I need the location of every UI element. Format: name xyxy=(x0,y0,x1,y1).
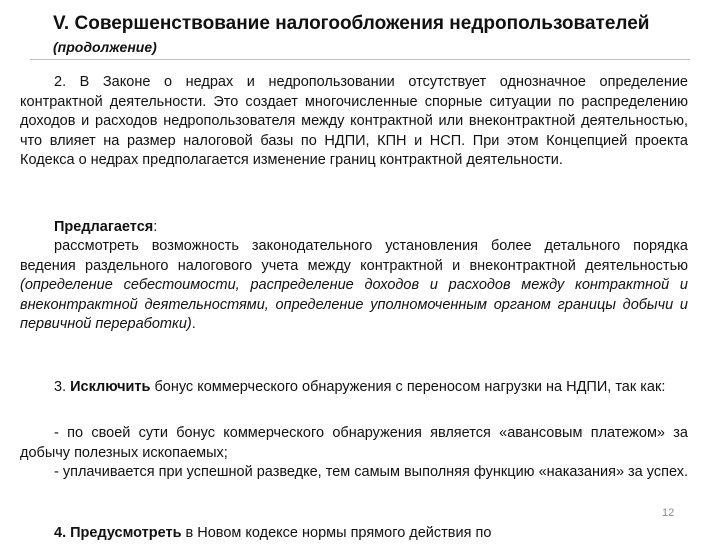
paragraph-point-3 xyxy=(20,378,688,398)
proposal-heading-colon: : xyxy=(153,219,158,235)
paragraph-proposal-heading xyxy=(54,218,688,238)
proposal-text-main: рассмотреть возможность законодательного установления более детального порядка ведения раздельного налогового учета между контрактной и внеконтрактной деятельностью xyxy=(20,238,688,274)
point-4-bold: Предусмотреть xyxy=(70,525,182,541)
point-4-number: 4. xyxy=(54,525,71,541)
paragraph-bullet-2: - уплачивается при успешной разведке, тем самым выполняя функцию «наказания» за успех. xyxy=(54,464,688,480)
point-3-text: бонус коммерческого обнаружения с переносом нагрузки на НДПИ, так как: xyxy=(150,379,666,395)
proposal-heading-bold: Предлагается xyxy=(54,219,154,235)
proposal-text-italic: (определение себестоимости, распределение доходов и расходов между контрактной и внеконтрактной деятельностями, определение уполномоченным органом границы добычи и первичной переработки) xyxy=(20,277,688,333)
title-divider xyxy=(30,59,690,60)
paragraph-bullet-1: - по своей сути бонус коммерческого обнаружения является «авансовым платежом» за добычу полезных ископаемых; xyxy=(20,425,688,461)
page-number: 12 xyxy=(662,507,675,519)
slide-title: V. Совершенствование налогообложения недропользователей xyxy=(53,13,650,34)
paragraph-point-2: 2. В Законе о недрах и недропользовании отсутствует однозначное определение контрактной деятельности. Это создает многочисленные спорные ситуации по распределению доходов и расходов недропользователя между контрактной или внеконтрактной деятельностью, что влияет на размер налоговой базы по НДПИ, КПН и НСП. При этом Концепцией проекта Кодекса о недрах предполагается изменение границ контрактной деятельности. xyxy=(20,74,688,169)
paragraph-proposal-text xyxy=(20,237,688,335)
paragraph-point-4 xyxy=(20,524,688,544)
point-3-bold: Исключить xyxy=(70,379,151,395)
point-4-text: в Новом кодексе нормы прямого действия по xyxy=(181,525,492,541)
proposal-text-end: . xyxy=(191,316,196,333)
slide-subtitle: (продолжение) xyxy=(53,39,157,55)
point-3-number: 3. xyxy=(54,379,71,395)
